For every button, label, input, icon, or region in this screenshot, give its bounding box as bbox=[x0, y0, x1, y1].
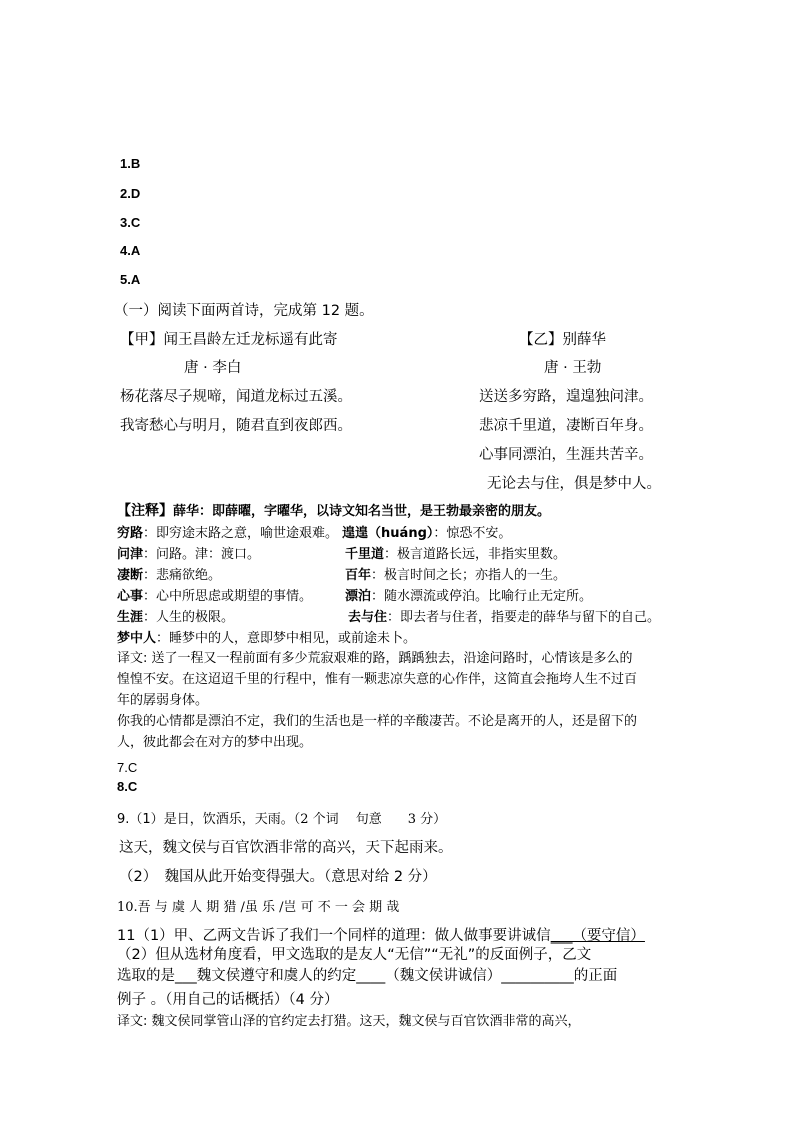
note-text: ：悲痛欲绝。 bbox=[143, 568, 222, 583]
note-term: 百年 bbox=[345, 568, 372, 583]
notes-label: 【注释】 bbox=[117, 503, 173, 519]
note-term: 生涯 bbox=[117, 610, 144, 625]
answer-5: 5.A bbox=[120, 272, 141, 287]
translation-line: 译文: 送了一程又一程前面有多少荒寂艰难的路，踽踽独去，沿途问路时，心情该是多么的 bbox=[117, 651, 633, 666]
note-term: 问津 bbox=[117, 547, 144, 562]
notes-heading bbox=[117, 500, 550, 520]
q9-part2: （2） 魏国从此开始变得强大。（意思对给 2 分） bbox=[119, 869, 437, 885]
q11-line bbox=[117, 924, 645, 945]
note-term: 遑遑（huáng） bbox=[342, 526, 434, 541]
q9-part1-translation: 这天，魏文侯与百官饮酒非常的高兴，天下起雨来。 bbox=[119, 840, 453, 856]
q11-text: 选取的是 bbox=[117, 968, 175, 984]
poem-b-title: 【乙】别薛华 bbox=[519, 332, 606, 348]
q9-part1-text: 是日，饮酒乐，天雨。（2 个词 句意 3 分） bbox=[163, 812, 447, 827]
note-text: ：人生的极限。 bbox=[143, 610, 235, 625]
q11-blank: __________ bbox=[501, 968, 574, 984]
answer-1: 1.B bbox=[120, 156, 141, 171]
note-row bbox=[117, 522, 511, 541]
q9-number: 9.（1） bbox=[117, 812, 164, 827]
q11-translation: 译文: 魏文侯同掌管山泽的官约定去打猎。这天，魏文侯与百官饮酒非常的高兴， bbox=[117, 1014, 581, 1029]
poem-b-author: 唐 · 王勃 bbox=[544, 360, 602, 376]
q11-line1-text: 11（1）甲、乙两文告诉了我们一个同样的道理：做人做事要讲诚信 bbox=[117, 928, 551, 944]
note-row bbox=[345, 564, 566, 583]
poem-b-line: 无论去与住，俱是梦中人。 bbox=[487, 476, 661, 492]
q9-part1 bbox=[117, 808, 446, 827]
note-term: 梦中人 bbox=[117, 631, 157, 646]
answer-2: 2.D bbox=[120, 186, 141, 201]
translation-line: 你我的心情都是漂泊不定，我们的生活也是一样的辛酸凄苦。不论是离开的人，还是留下的 bbox=[117, 714, 638, 729]
answer-3: 3.C bbox=[120, 215, 141, 230]
poem-a-title: 【甲】闻王昌龄左迁龙标遥有此寄 bbox=[120, 332, 338, 348]
q11-blank: ___魏文侯遵守和虞人的约定____ bbox=[175, 968, 386, 984]
note-text: ：惊恐不安。 bbox=[433, 526, 512, 541]
note-text: ：极言时间之长；亦指人的一生。 bbox=[371, 568, 567, 583]
q11-text: （魏文侯讲诚信） bbox=[385, 968, 502, 984]
note-term: 千里道 bbox=[345, 547, 385, 562]
translation-line: 人，彼此都会在对方的梦中出现。 bbox=[117, 735, 313, 750]
poem-a-line: 杨花落尽子规啼，闻道龙标过五溪。 bbox=[120, 389, 352, 405]
poem-b-line: 心事同漂泊，生涯共苦辛。 bbox=[479, 447, 653, 463]
answer-7: 7.C bbox=[117, 760, 138, 775]
answer-4: 4.A bbox=[120, 243, 141, 258]
note-row bbox=[117, 564, 221, 583]
note-term: 心事 bbox=[117, 589, 144, 604]
q11-line: 例子 。（用自己的话概括）（4 分） bbox=[117, 992, 339, 1008]
note-text: ：即穷途末路之意，喻世途艰难。 bbox=[143, 526, 339, 541]
note-text: ：问路。津：渡口。 bbox=[143, 547, 261, 562]
poem-b-line: 悲凉千里道，凄断百年身。 bbox=[479, 418, 653, 434]
translation-line: 惶惶不安。在这迢迢千里的行程中，惟有一颗悲凉失意的心作伴，这简直会拖垮人生不过百 bbox=[117, 672, 638, 687]
q11-blank: ___（要守信） bbox=[550, 928, 645, 944]
q11-line bbox=[117, 964, 617, 985]
note-row bbox=[345, 585, 592, 604]
note-row bbox=[117, 606, 234, 625]
poem-a-author: 唐 · 李白 bbox=[184, 360, 242, 376]
notes-head-text: 薛华：即薛曜，字曜华，以诗文知名当世，是王勃最亲密的朋友。 bbox=[173, 504, 551, 519]
poem-a-line: 我寄愁心与明月，随君直到夜郎西。 bbox=[120, 418, 352, 434]
q10-answer: 10.吾 与 虞 人 期 猎 /虽 乐 /岂 可 不 一 会 期 哉 bbox=[117, 900, 400, 915]
note-text: ：即去者与住者，指要走的薛华与留下的自己。 bbox=[387, 610, 661, 625]
poem-b-line: 送送多穷路，遑遑独问津。 bbox=[479, 389, 653, 405]
note-term: 凄断 bbox=[117, 568, 144, 583]
note-text: ：极言道路长远，非指实里数。 bbox=[384, 547, 567, 562]
q11-line: （2）但从选材角度看，甲文选取的是友人“无信”“无礼”的反面例子，乙文 bbox=[117, 947, 592, 963]
note-row bbox=[117, 585, 312, 604]
section-intro: （一）阅读下面两首诗，完成第 12 题。 bbox=[114, 303, 374, 319]
note-text: ：随水漂流或停泊。比喻行止无定所。 bbox=[371, 589, 593, 604]
translation-line: 年的孱弱身体。 bbox=[117, 693, 209, 708]
note-row bbox=[348, 606, 660, 625]
note-row bbox=[117, 543, 260, 562]
q11-text: 的正面 bbox=[573, 968, 618, 984]
answer-8: 8.C bbox=[117, 779, 138, 794]
note-term: 漂泊 bbox=[345, 589, 372, 604]
note-term: 穷路 bbox=[117, 526, 144, 541]
note-term: 去与住 bbox=[348, 610, 388, 625]
note-row bbox=[345, 543, 566, 562]
note-text: ：心中所思虑或期望的事情。 bbox=[143, 589, 313, 604]
note-text: ：睡梦中的人，意即梦中相见，或前途未卜。 bbox=[156, 631, 417, 646]
note-row bbox=[117, 627, 416, 646]
